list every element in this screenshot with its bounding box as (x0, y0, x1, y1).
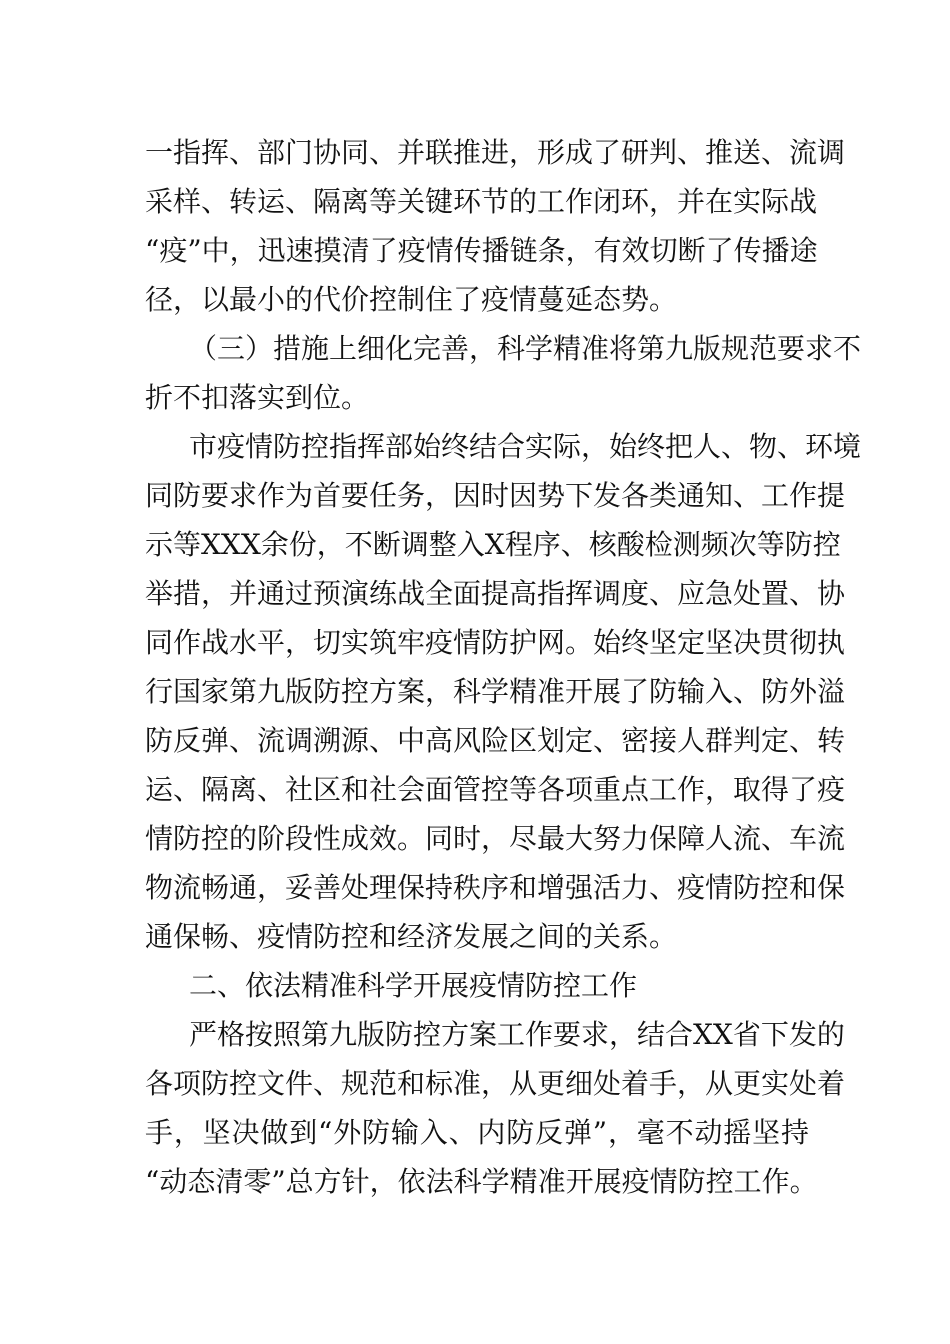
text-line: 一指挥、部门协同、并联推进，形成了研判、推送、流调 (145, 136, 846, 169)
paragraph-measures (145, 422, 862, 961)
paragraph-continuation (145, 128, 846, 324)
text-line: “疫”中，迅速摸清了疫情传播链条，有效切断了传播途 (145, 234, 818, 267)
text-line: 折不扣落实到位。 (145, 381, 370, 414)
text-line: 示等XXX余份，不断调整入X程序、核酸检测频次等防控 (145, 528, 841, 561)
text-line: 手，坚决做到“外防输入、内防反弹”，毫不动摇坚持 (145, 1116, 809, 1149)
subheading-three (145, 324, 862, 422)
text-line: （三）措施上细化完善，科学精准将第九版规范要求不 (189, 332, 862, 365)
text-line: 运、隔离、社区和社会面管控等各项重点工作，取得了疫 (145, 773, 846, 806)
text-line: 市疫情防控指挥部始终结合实际，始终把人、物、环境 (189, 430, 862, 463)
text-line: 情防控的阶段性成效。同时，尽最大努力保障人流、车流 (145, 822, 846, 855)
text-line: 采样、转运、隔离等关键环节的工作闭环，并在实际战 (145, 185, 818, 218)
text-line: 防反弹、流调溯源、中高风险区划定、密接人群判定、转 (145, 724, 846, 757)
document-body (145, 128, 862, 1206)
section-heading-two (145, 961, 809, 1010)
text-line: 物流畅通，妥善处理保持秩序和增强活力、疫情防控和保 (145, 871, 846, 904)
text-line: 二、依法精准科学开展疫情防控工作 (189, 969, 638, 1002)
text-line: 同防要求作为首要任务，因时因势下发各类通知、工作提 (145, 479, 846, 512)
text-line: 行国家第九版防控方案，科学精准开展了防输入、防外溢 (145, 675, 846, 708)
paragraph-lawful-prevention (145, 1010, 846, 1206)
text-line: 各项防控文件、规范和标准，从更细处着手，从更实处着 (145, 1067, 846, 1100)
text-line: 径，以最小的代价控制住了疫情蔓延态势。 (145, 283, 678, 316)
text-line: 严格按照第九版防控方案工作要求，结合XX省下发的 (189, 1018, 845, 1051)
text-line: 通保畅、疫情防控和经济发展之间的关系。 (145, 920, 678, 953)
text-line: 同作战水平，切实筑牢疫情防护网。始终坚定坚决贯彻执 (145, 626, 846, 659)
text-line: “动态清零”总方针，依法科学精准开展疫情防控工作。 (145, 1165, 818, 1198)
text-line: 举措，并通过预演练战全面提高指挥调度、应急处置、协 (145, 577, 846, 610)
